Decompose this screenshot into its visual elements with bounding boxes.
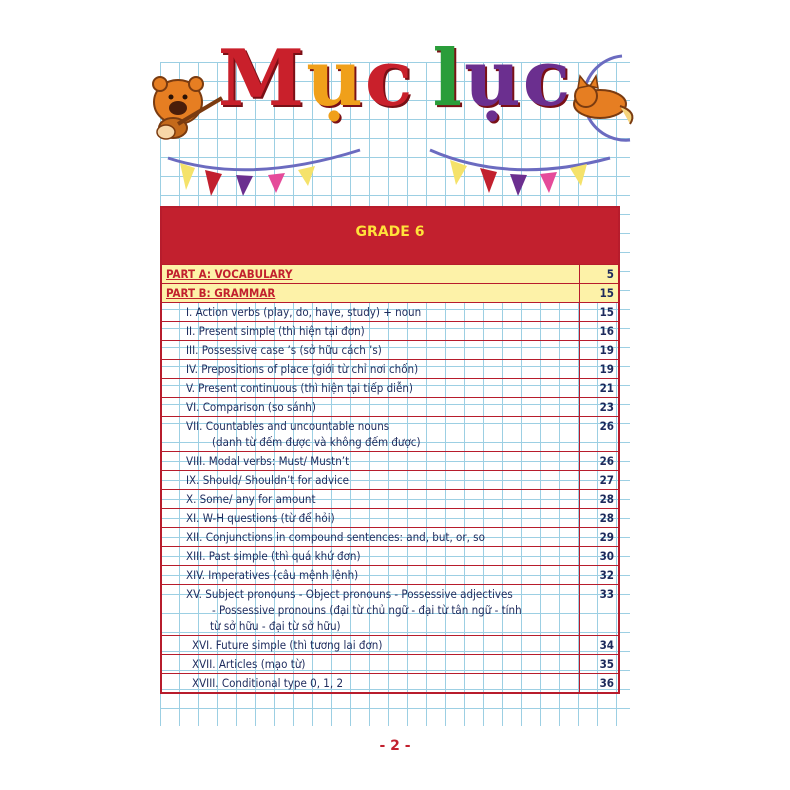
- toc-entry-title: PART A: VOCABULARY: [166, 267, 293, 281]
- toc-page-number: 21: [579, 379, 618, 397]
- toc-page-number: 30: [579, 547, 618, 565]
- table-of-contents: [160, 206, 620, 694]
- toc-row[interactable]: [162, 378, 618, 397]
- toc-page-number: 28: [579, 490, 618, 508]
- toc-entry-title: XVIII. Conditional type 0, 1, 2: [192, 676, 344, 690]
- toc-page-number: 34: [579, 636, 618, 654]
- toc-page-number: 28: [579, 509, 618, 527]
- toc-row[interactable]: [162, 451, 618, 470]
- toc-entry-title: PART B: GRAMMAR: [166, 286, 276, 300]
- toc-row[interactable]: [162, 565, 618, 584]
- toc-page-number: 36: [579, 674, 618, 692]
- toc-entry-title: III. Possessive case ’s (sở hữu cách ’s): [186, 343, 382, 357]
- toc-entry-title: XI. W-H questions (từ để hỏi): [186, 511, 335, 525]
- title-part-2: ụ: [306, 33, 365, 124]
- toc-row[interactable]: [162, 340, 618, 359]
- toc-row[interactable]: [162, 321, 618, 340]
- toc-page-number: 19: [579, 341, 618, 359]
- toc-page-number: 19: [579, 360, 618, 378]
- toc-page-number: 15: [579, 284, 618, 302]
- toc-entry-title: XVI. Future simple (thì tương lai đơn): [192, 638, 383, 652]
- grade-header: [162, 208, 618, 256]
- toc-part-row[interactable]: [162, 264, 618, 283]
- toc-page-number: 33: [579, 585, 618, 635]
- toc-page-number: 16: [579, 322, 618, 340]
- title-part-4: l: [432, 33, 464, 124]
- toc-part-row[interactable]: [162, 283, 618, 302]
- toc-entry-title: VIII. Modal verbs: Must/ Mustn’t: [186, 454, 350, 468]
- toc-page-number: 26: [579, 417, 618, 451]
- toc-page-number: 15: [579, 303, 618, 321]
- toc-page-number: 23: [579, 398, 618, 416]
- toc-page-number: 27: [579, 471, 618, 489]
- title-part-5: ục: [464, 33, 573, 124]
- toc-page-number: 26: [579, 452, 618, 470]
- toc-page-number: 29: [579, 528, 618, 546]
- toc-row[interactable]: [162, 416, 618, 451]
- toc-entry-title: VII. Countables and uncountable nouns: [186, 419, 390, 433]
- toc-entry-title: IX. Should/ Shouldn’t for advice: [186, 473, 350, 487]
- toc-page-number: 32: [579, 566, 618, 584]
- toc-entry-title-continued: (danh từ đếm được và không đếm được): [212, 435, 421, 449]
- toc-entry-title-continued: - Possessive pronouns (đại từ chủ ngữ - đại từ tân ngữ - tính: [212, 603, 522, 617]
- toc-page-number: 35: [579, 655, 618, 673]
- page-title: [217, 33, 573, 124]
- toc-entry-title: XIII. Past simple (thì quá khứ đơn): [186, 549, 361, 563]
- title-part-3: c: [364, 33, 415, 124]
- toc-entry-title: V. Present continuous (thì hiện tại tiếp diễn): [186, 381, 413, 395]
- toc-entry-title-continued: từ sở hữu - đại từ sở hữu): [210, 619, 341, 633]
- grade-header-label: GRADE 6: [355, 224, 425, 240]
- toc-row[interactable]: [162, 397, 618, 416]
- toc-row[interactable]: [162, 489, 618, 508]
- toc-entry-title: II. Present simple (thì hiện tại đơn): [186, 324, 365, 338]
- toc-row[interactable]: [162, 546, 618, 565]
- toc-row[interactable]: [162, 508, 618, 527]
- toc-row[interactable]: [162, 654, 618, 673]
- toc-row[interactable]: [162, 527, 618, 546]
- toc-row[interactable]: [162, 359, 618, 378]
- toc-entry-title: I. Action verbs (play, do, have, study) + noun: [186, 305, 422, 319]
- toc-page-number: 5: [579, 265, 618, 283]
- toc-entry-title: XVII. Articles (mạo từ): [192, 657, 306, 671]
- title-part-1: M: [217, 33, 307, 124]
- toc-entry-title: VI. Comparison (so sánh): [186, 400, 316, 414]
- toc-row[interactable]: [162, 470, 618, 489]
- toc-entry-title: XII. Conjunctions in compound sentences: and, but, or, so: [186, 530, 485, 544]
- toc-entry-title: XV. Subject pronouns - Object pronouns - Possessive adjectives: [186, 587, 513, 601]
- toc-row[interactable]: [162, 584, 618, 635]
- toc-row[interactable]: [162, 635, 618, 654]
- toc-row[interactable]: [162, 302, 618, 321]
- toc-entry-title: IV. Prepositions of place (giới từ chỉ nơi chốn): [186, 362, 419, 376]
- page-number: - 2 -: [379, 738, 411, 754]
- toc-entry-title: XIV. Imperatives (câu mệnh lệnh): [186, 568, 359, 582]
- toc-entry-title: X. Some/ any for amount: [186, 492, 316, 506]
- toc-rows: [162, 264, 618, 692]
- toc-row[interactable]: [162, 673, 618, 692]
